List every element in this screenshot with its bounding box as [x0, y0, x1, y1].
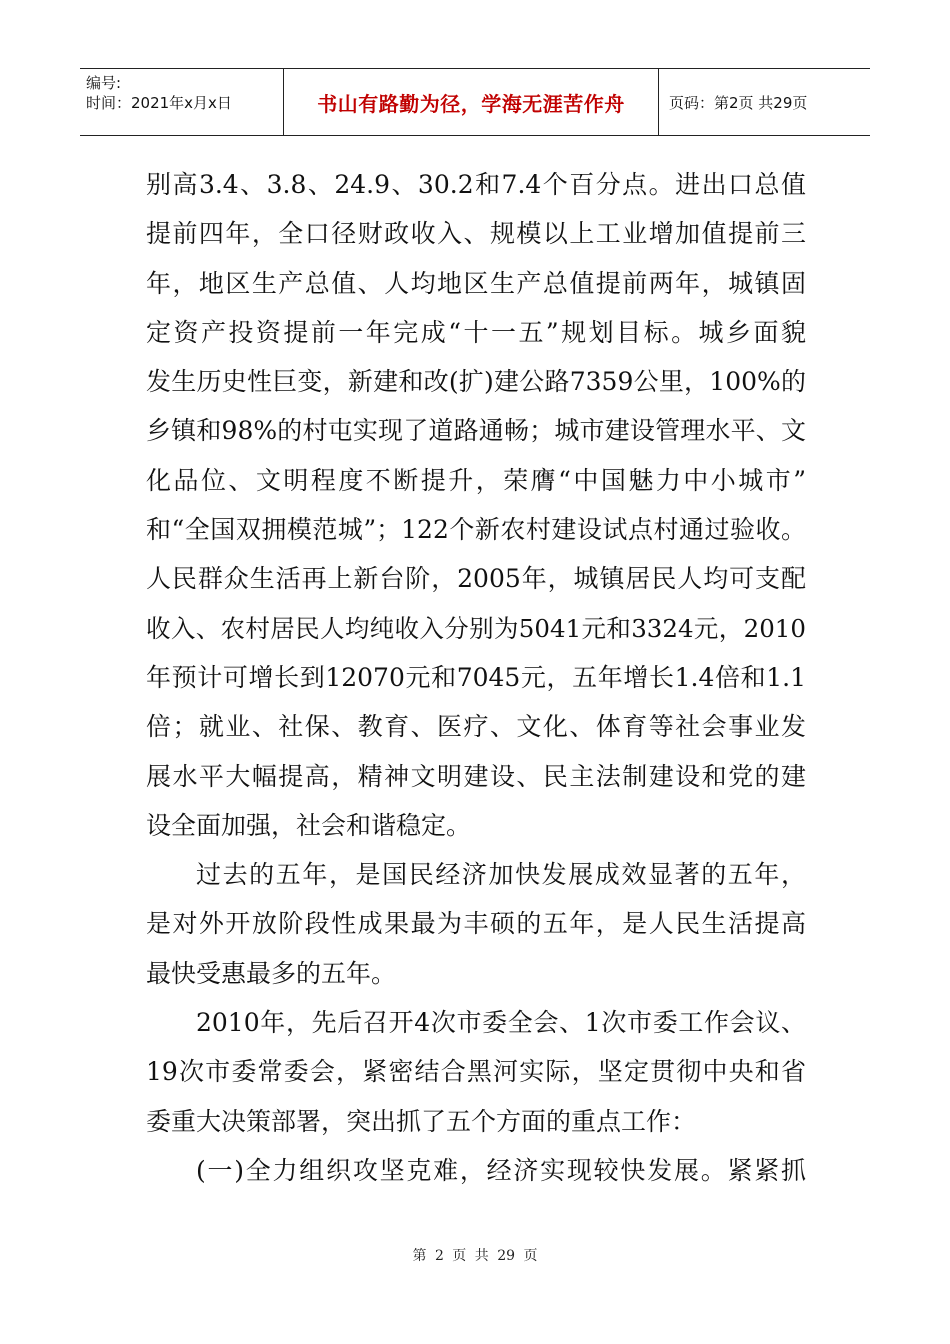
body-line: (一)全力组织攻坚克难，经济实现较快发展。紧紧抓 [196, 1155, 806, 1185]
body-line: 人民群众生活再上新台阶，2005年，城镇居民人均可支配 [146, 564, 806, 594]
body-line: 定资产投资提前一年完成“十一五”规划目标。城乡面貌 [146, 317, 806, 347]
document-body [146, 160, 806, 1195]
doc-time-label: 时间：2021年x月x日 [86, 94, 232, 112]
body-line: 化品位、文明程度不断提升，荣膺“中国魅力中小城市” [146, 465, 806, 495]
body-line: 年，地区生产总值、人均地区生产总值提前两年，城镇固 [146, 268, 806, 298]
header-motto: 书山有路勤为径，学海无涯苦作舟 [284, 69, 659, 135]
body-line: 2010年，先后召开4次市委全会、1次市委工作会议、 [196, 1008, 806, 1038]
body-line: 委重大决策部署，突出抓了五个方面的重点工作： [146, 1106, 697, 1136]
page-footer: 第 2 页 共 29 页 [412, 1248, 538, 1264]
body-line: 最快受惠最多的五年。 [146, 958, 397, 988]
body-line: 展水平大幅提高，精神文明建设、民主法制建设和党的建 [146, 761, 806, 791]
doc-number-label: 编号: [86, 74, 122, 92]
body-line: 和“全国双拥模范城”；122个新农村建设试点村通过验收。 [146, 515, 806, 545]
body-line: 年预计可增长到12070元和7045元，五年增长1.4倍和1.1 [146, 662, 806, 692]
body-line: 19次市委常委会，紧密结合黑河实际，坚定贯彻中央和省 [146, 1057, 806, 1087]
header-meta-cell [80, 69, 284, 135]
header-page-info: 页码：第2页 共29页 [669, 93, 808, 112]
body-line: 过去的五年，是国民经济加快发展成效显著的五年， [196, 860, 806, 890]
body-line: 收入、农村居民人均纯收入分别为5041元和3324元，2010 [146, 613, 806, 643]
body-line: 设全面加强，社会和谐稳定。 [146, 810, 472, 840]
body-line: 倍；就业、社保、教育、医疗、文化、体育等社会事业发 [146, 712, 806, 742]
body-line: 提前四年，全口径财政收入、规模以上工业增加值提前三 [146, 219, 806, 249]
body-line: 乡镇和98%的村屯实现了道路通畅；城市建设管理水平、文 [146, 416, 806, 446]
body-line: 发生历史性巨变，新建和改(扩)建公路7359公里，100%的 [146, 367, 806, 397]
page-header [80, 68, 870, 136]
body-line: 别高3.4、3.8、24.9、30.2和7.4个百分点。进出口总值 [146, 170, 806, 199]
body-line: 是对外开放阶段性成果最为丰硕的五年，是人民生活提高 [146, 909, 806, 939]
